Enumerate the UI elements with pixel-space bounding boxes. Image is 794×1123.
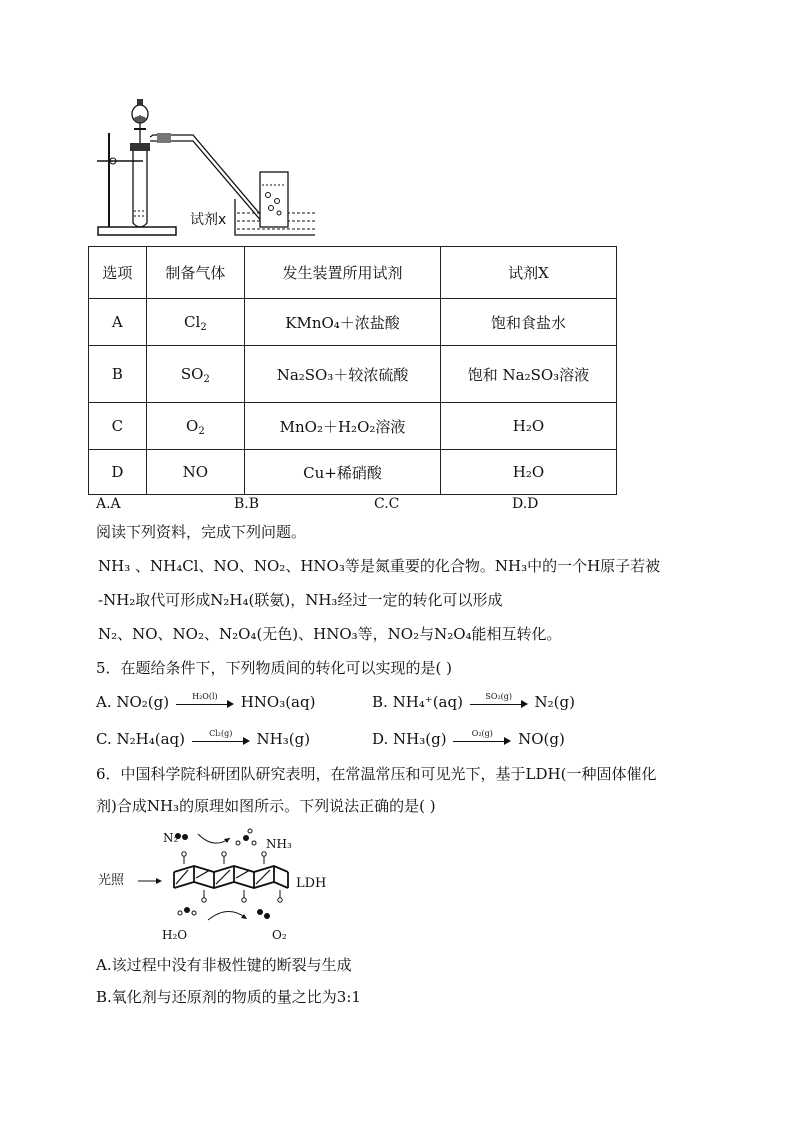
- q6-stem-line-1: 6．中国科学院科研团队研究表明，在常温常压和可见光下，基于LDH(一种固体催化: [96, 765, 657, 783]
- reagent-x-label: 试剂x: [190, 212, 227, 228]
- q6-option-b: B.氧化剂与还原剂的物质的量之比为3:1: [96, 988, 361, 1006]
- cell-option: B: [89, 346, 147, 403]
- q5-stem: 5．在题给条件下，下列物质间的转化可以实现的是( ): [96, 659, 453, 677]
- cell-reagent-x: 饱和食盐水: [440, 299, 616, 346]
- table-header-row: [89, 247, 617, 299]
- header-gas: 制备气体: [146, 247, 244, 299]
- cell-option: D: [89, 450, 147, 495]
- header-reagent-x: 试剂X: [440, 247, 616, 299]
- reading-line-1: NH₃ 、NH₄Cl、NO、NO₂、HNO₃等是氮重要的化合物。NH₃中的一个H原子若被: [98, 557, 661, 575]
- cell-gas: $O_2$: [146, 403, 244, 450]
- reaction-arrow: O₂(g): [453, 733, 511, 747]
- diagram-n2-label: N₂: [163, 831, 179, 845]
- cell-reagents: Na₂SO₃＋较浓硫酸: [245, 346, 441, 403]
- diagram-o2-label: O₂: [272, 928, 287, 942]
- diagram-nh3-label: NH₃: [266, 837, 292, 851]
- table-row: [89, 450, 617, 495]
- reading-line-2: -NH₂取代可形成N₂H₄(联氨)，NH₃经过一定的转化可以形成: [98, 591, 503, 609]
- cell-reagents: MnO₂＋H₂O₂溶液: [245, 403, 441, 450]
- header-reagents: 发生装置所用试剂: [245, 247, 441, 299]
- header-option: 选项: [89, 247, 147, 299]
- q4-choice-a: A.A: [96, 496, 121, 512]
- cell-reagent-x: 饱和 Na₂SO₃溶液: [440, 346, 616, 403]
- diagram-ldh-label: LDH: [296, 876, 327, 891]
- cell-reagent-x: H₂O: [440, 403, 616, 450]
- q5-option-b: B. NH₄⁺(aq) SO₂(g) N₂(g): [372, 692, 575, 711]
- reading-line-3: N₂、NO、NO₂、N₂O₄(无色)、HNO₃等，NO₂与N₂O₄能相互转化。: [98, 625, 562, 643]
- cell-reagents: Cu+稀硝酸: [245, 450, 441, 495]
- reaction-arrow: Cl₂(g): [192, 733, 250, 747]
- question-table: [88, 246, 617, 495]
- cell-gas: $SO_2$: [146, 346, 244, 403]
- q4-choice-d: D.D: [512, 496, 539, 512]
- cell-option: A: [89, 299, 147, 346]
- reaction-arrow: SO₂(g): [470, 696, 528, 710]
- diagram-light-label: 光照: [98, 873, 125, 888]
- reaction-arrow: H₂O(l): [176, 696, 234, 710]
- table-row: [89, 346, 617, 403]
- q4-choice-b: B.B: [234, 496, 260, 512]
- cell-gas: $Cl_2$: [146, 299, 244, 346]
- q6-option-a: A.该过程中没有非极性键的断裂与生成: [96, 956, 352, 974]
- q5-option-c: C. N₂H₄(aq) Cl₂(g) NH₃(g): [96, 729, 311, 748]
- q4-choice-c: C.C: [374, 496, 400, 512]
- table-row: [89, 299, 617, 346]
- cell-reagents: KMnO₄＋浓盐酸: [245, 299, 441, 346]
- diagram-h2o-label: H₂O: [162, 928, 188, 942]
- cell-option: C: [89, 403, 147, 450]
- cell-reagent-x: H₂O: [440, 450, 616, 495]
- table-row: [89, 403, 617, 450]
- q5-option-a: A. NO₂(g) H₂O(l) HNO₃(aq): [96, 692, 316, 711]
- q5-option-d: D. NH₃(g) O₂(g) NO(g): [372, 729, 565, 748]
- q6-stem-line-2: 剂)合成NH₃的原理如图所示。下列说法正确的是( ): [96, 797, 436, 815]
- cell-gas: NO: [146, 450, 244, 495]
- reading-intro: 阅读下列资料，完成下列问题。: [96, 523, 307, 541]
